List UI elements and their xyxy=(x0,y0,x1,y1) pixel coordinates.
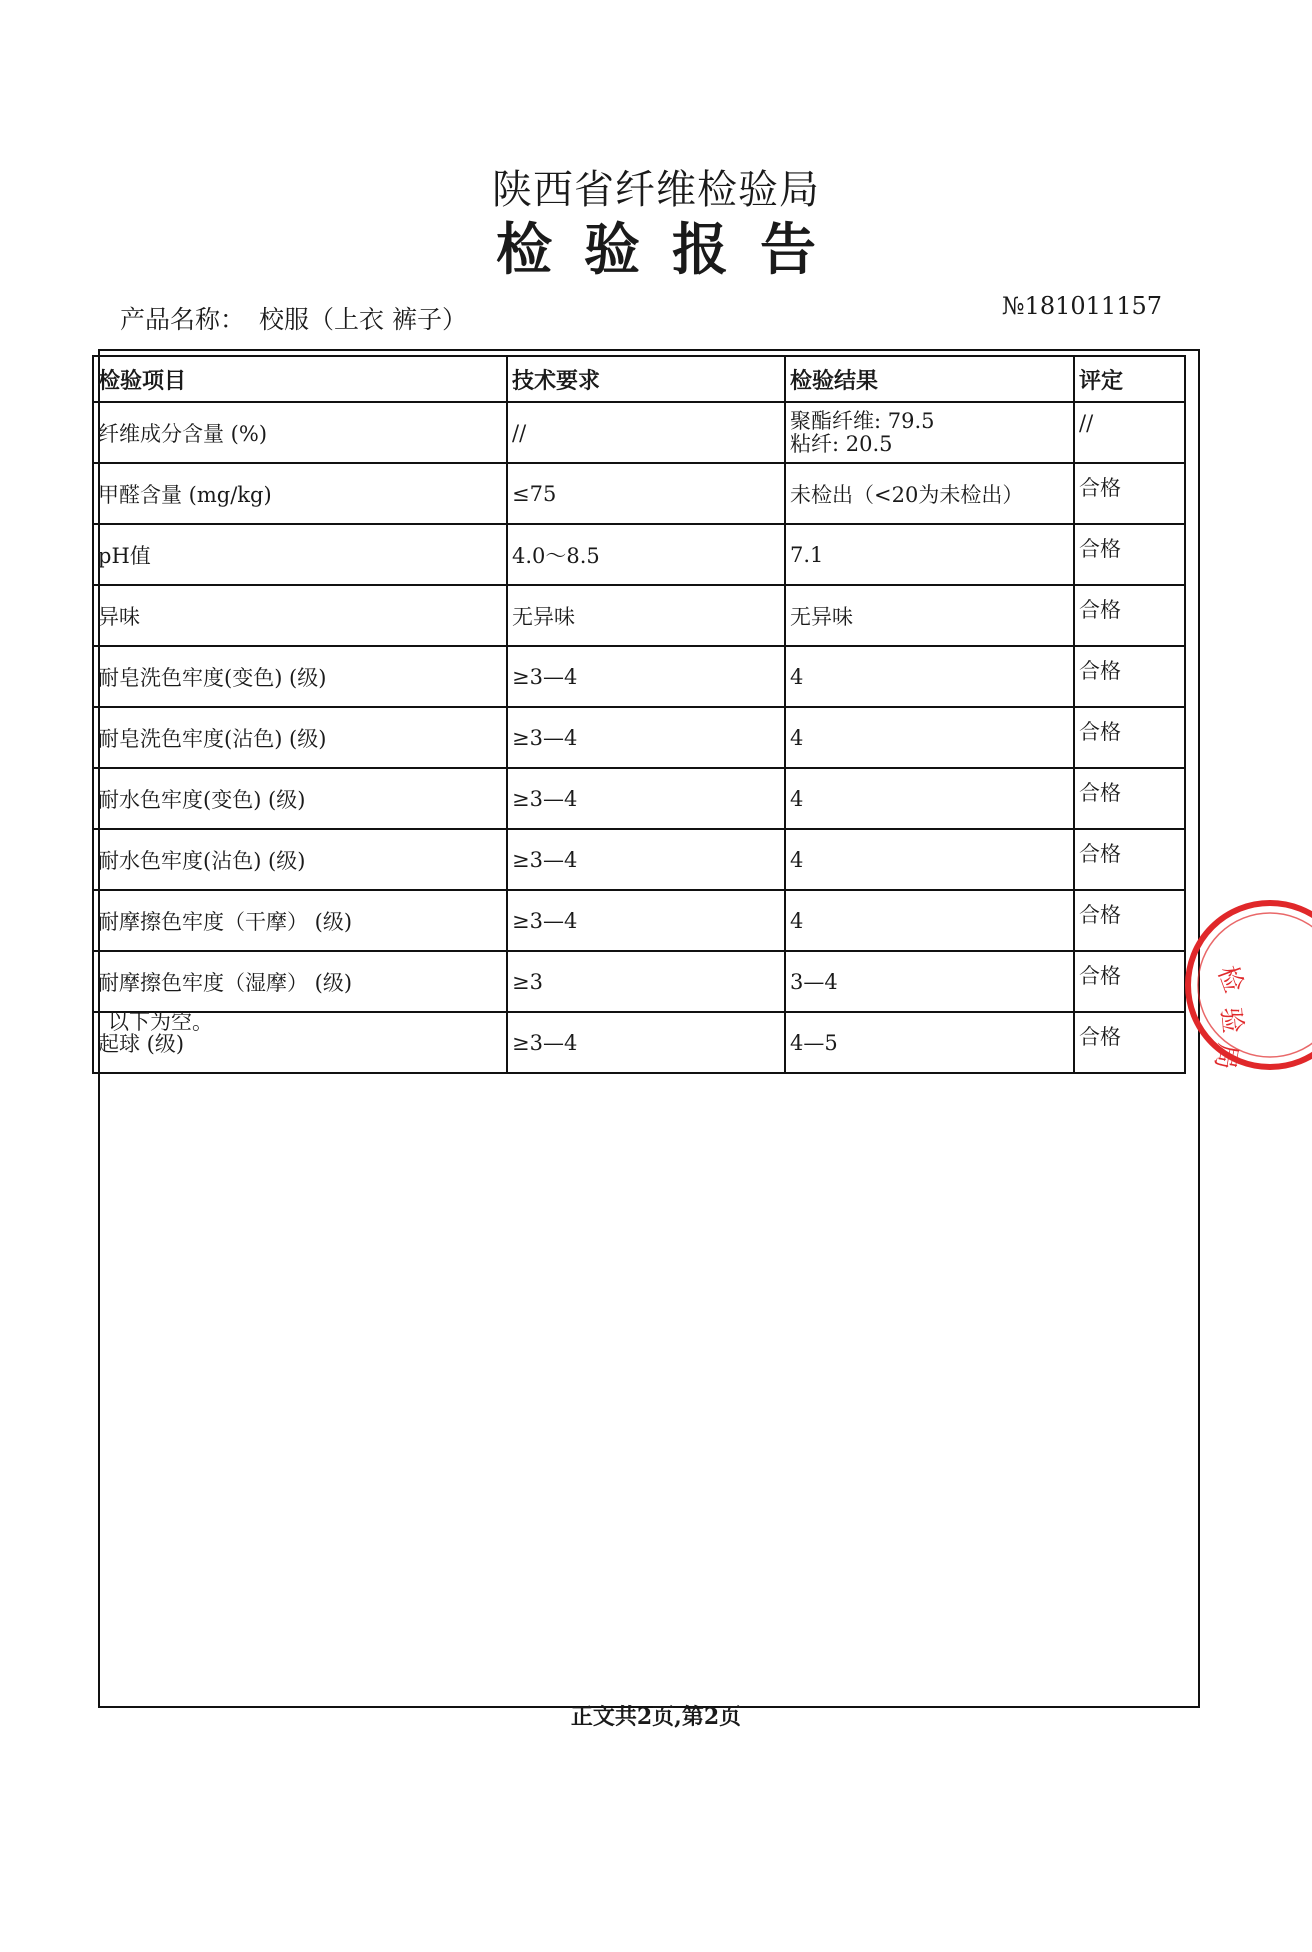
cell-verdict: 合格 xyxy=(1074,707,1185,768)
cell-requirement: 4.0～8.5 xyxy=(507,524,785,585)
cell-verdict: 合格 xyxy=(1074,524,1185,585)
product-label: 产品名称： xyxy=(120,305,246,334)
cell-result-line: 聚酯纤维: 79.5 xyxy=(790,408,935,433)
table-row xyxy=(93,585,1185,646)
table-row xyxy=(93,707,1185,768)
cell-item: 耐皂洗色牢度(变色) (级) xyxy=(93,646,507,707)
cell-item: 耐皂洗色牢度(沾色) (级) xyxy=(93,707,507,768)
table-row xyxy=(93,1012,1185,1073)
cell-item: pH值 xyxy=(93,524,507,585)
product-line xyxy=(120,300,467,336)
results-table xyxy=(92,355,1186,1074)
header-verdict: 评定 xyxy=(1074,356,1185,402)
svg-text:局: 局 xyxy=(1208,1040,1243,1072)
cell-result-line: 4 xyxy=(790,664,804,689)
cell-item: 起球 (级) xyxy=(93,1012,507,1073)
cell-result xyxy=(785,463,1074,524)
svg-text:验: 验 xyxy=(1215,1005,1248,1035)
cell-verdict: 合格 xyxy=(1074,1012,1185,1073)
cell-result xyxy=(785,1012,1074,1073)
cell-verdict: 合格 xyxy=(1074,463,1185,524)
organization-name: 陕西省纤维检验局 xyxy=(492,167,820,213)
table-row xyxy=(93,768,1185,829)
header-result: 检验结果 xyxy=(785,356,1074,402)
page-footer: 正文共2页,第2页 xyxy=(570,1704,742,1730)
cell-result-line: 4 xyxy=(790,786,804,811)
cell-item: 异味 xyxy=(93,585,507,646)
cell-requirement: ≥3 xyxy=(507,951,785,1012)
cell-requirement: 无异味 xyxy=(507,585,785,646)
cell-verdict: 合格 xyxy=(1074,585,1185,646)
table-header-row xyxy=(93,356,1185,402)
cell-result xyxy=(785,585,1074,646)
cell-result xyxy=(785,951,1074,1012)
table-row xyxy=(93,890,1185,951)
cell-result xyxy=(785,402,1074,463)
cell-result-line: 未检出（<20为未检出） xyxy=(790,482,1024,507)
cell-verdict: 合格 xyxy=(1074,890,1185,951)
cell-result-line: 无异味 xyxy=(790,604,853,629)
cell-result-line: 3—4 xyxy=(790,969,838,994)
cell-result-line: 4 xyxy=(790,908,804,933)
empty-note: 以下为空。 xyxy=(108,1010,213,1034)
cell-requirement: ≥3—4 xyxy=(507,707,785,768)
table-row xyxy=(93,524,1185,585)
cell-item: 耐摩擦色牢度（湿摩） (级) xyxy=(93,951,507,1012)
cell-result xyxy=(785,646,1074,707)
table-row xyxy=(93,951,1185,1012)
cell-item: 耐摩擦色牢度（干摩） (级) xyxy=(93,890,507,951)
cell-result-line: 4 xyxy=(790,725,804,750)
table-row xyxy=(93,829,1185,890)
cell-requirement: ≥3—4 xyxy=(507,1012,785,1073)
report-number: №181011157 xyxy=(1001,292,1162,320)
cell-item: 耐水色牢度(沾色) (级) xyxy=(93,829,507,890)
cell-verdict: 合格 xyxy=(1074,646,1185,707)
cell-result xyxy=(785,890,1074,951)
cell-verdict: 合格 xyxy=(1074,829,1185,890)
cell-item: 耐水色牢度(变色) (级) xyxy=(93,768,507,829)
table-row xyxy=(93,402,1185,463)
cell-item: 甲醛含量 (mg/kg) xyxy=(93,463,507,524)
official-seal xyxy=(1160,870,1312,1100)
cell-requirement: ≥3—4 xyxy=(507,890,785,951)
product-name: 校服（上衣 裤子） xyxy=(259,305,467,334)
cell-requirement: ≥3—4 xyxy=(507,646,785,707)
cell-item: 纤维成分含量 (%) xyxy=(93,402,507,463)
cell-result xyxy=(785,707,1074,768)
cell-verdict: 合格 xyxy=(1074,768,1185,829)
cell-requirement: ≥3—4 xyxy=(507,829,785,890)
cell-result xyxy=(785,524,1074,585)
cell-requirement: // xyxy=(507,402,785,463)
svg-text:检: 检 xyxy=(1211,962,1249,997)
cell-verdict: // xyxy=(1074,402,1185,463)
table-row xyxy=(93,646,1185,707)
cell-requirement: ≤75 xyxy=(507,463,785,524)
cell-requirement: ≥3—4 xyxy=(507,768,785,829)
header-item: 检验项目 xyxy=(93,356,507,402)
cell-result-line: 粘纤: 20.5 xyxy=(790,431,893,456)
cell-result xyxy=(785,768,1074,829)
cell-result xyxy=(785,829,1074,890)
cell-verdict: 合格 xyxy=(1074,951,1185,1012)
cell-result-line: 4—5 xyxy=(790,1030,838,1055)
cell-result-line: 4 xyxy=(790,847,804,872)
table-row xyxy=(93,463,1185,524)
cell-result-line: 7.1 xyxy=(790,542,824,567)
document-title: 检验报告 xyxy=(496,217,848,283)
header-requirement: 技术要求 xyxy=(507,356,785,402)
